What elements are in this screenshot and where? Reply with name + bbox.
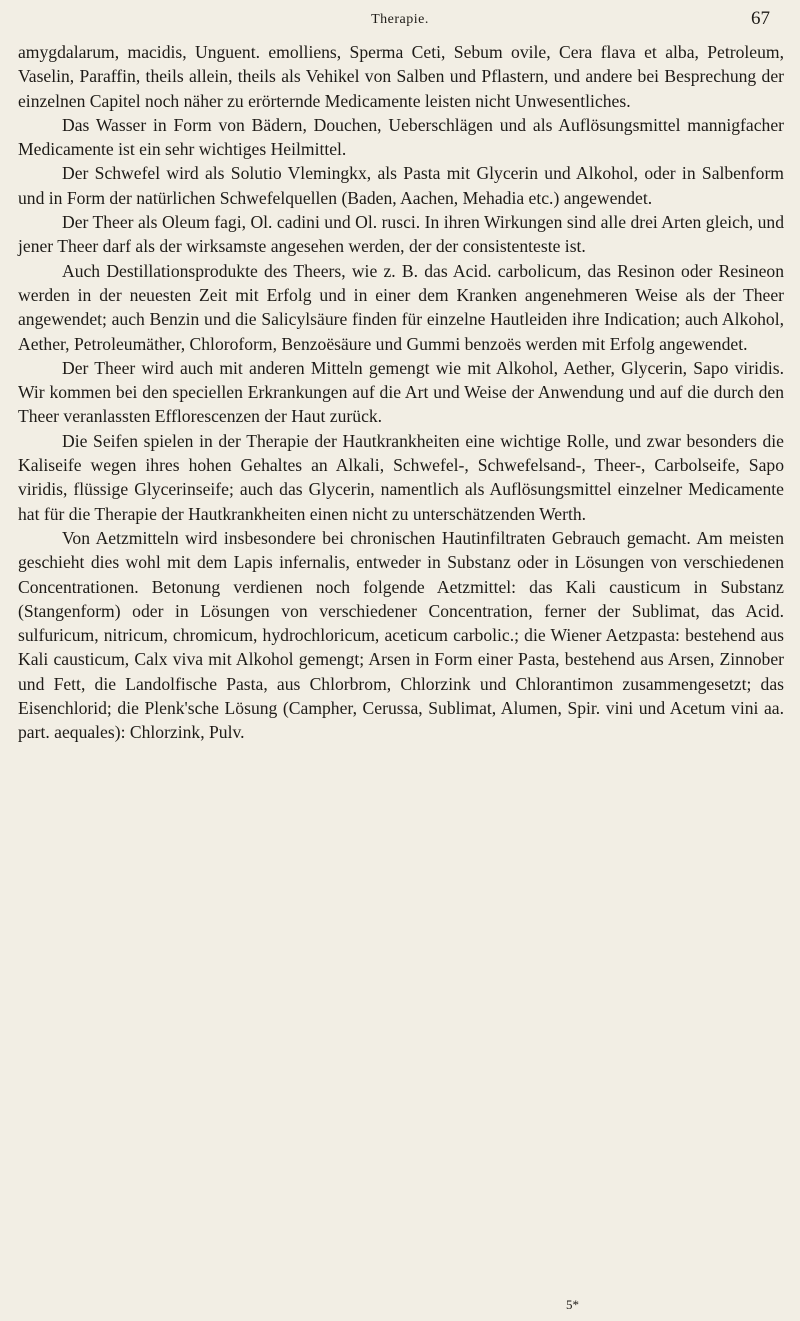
paragraph-destillationsprodukte: Auch Destillationsprodukte des Theers, wie z. B. das Acid. carbolicum, das Resinon oder Resineon werden in der neuesten Zeit mit Erfolg und in einer dem Kranken angenehmeren Weise als der Theer angewendet; auch Benzin und die Salicylsäure finden für einzelne Hautleiden ihre Indication; auch Alkohol, Aether, Petroleumäther, Chloroform, Benzoësäure und Gummi benzoës werden mit Erfolg angewendet.: [18, 260, 784, 354]
paragraph-schwefel: Der Schwefel wird als Solutio Vlemingkx, als Pasta mit Glycerin und Alkohol, oder in Salbenform und in Form der natürlichen Schwefelquellen (Baden, Aachen, Mehadia etc.) angewendet.: [18, 163, 784, 208]
paragraph-seifen: Die Seifen spielen in der Therapie der Hautkrankheiten eine wichtige Rolle, und zwar besonders die Kaliseife wegen ihres hohen Gehaltes an Alkali, Schwefel-, Schwefelsand-, Theer-, Carbolseife, Sapo viridis, flüssige Glycerinseife; auch das Glycerin, namentlich als Auflösungsmittel einzelner Medicamente hat für die Therapie der Hautkrankheiten einen nicht zu unterschätzenden Werth.: [18, 430, 784, 524]
page-number: 67: [751, 8, 770, 29]
running-head: [0, 8, 800, 32]
paragraph-continuation: amygdalarum, macidis, Unguent. emolliens, Sperma Ceti, Sebum ovile, Cera flava et alba, Petroleum, Vaselin, Paraffin, theils allein, theils als Vehikel von Salben und Pflastern, und andere bei Besprechung der einzelnen Capitel noch näher zu erörternde Medicamente leisten nicht Unwesentliches.: [18, 42, 784, 111]
paragraph-aetzmittel: Von Aetzmitteln wird insbesondere bei chronischen Hautinfiltraten Gebrauch gemacht. Am meisten geschieht dies wohl mit dem Lapis infernalis, entweder in Substanz oder in Lösungen von verschiedenen Concentrationen. Betonung verdienen noch folgende Aetzmittel: das Kali causticum in Substanz (Stangenform) oder in Lösungen von verschiedener Concentration, ferner der Sublimat, das Acid. sulfuricum, nitricum, chromicum, hydrochloricum, aceticum carbolic.; die Wiener Aetzpasta: bestehend aus Kali causticum, Calx viva mit Alkohol gemengt; Arsen in Form einer Pasta, bestehend aus Arsen, Zinnober und Fett, die Landolfische Pasta, aus Chlorbrom, Chlorzink und Chlorantimon zusammengesetzt; das Eisenchlorid; die Plenk'sche Lösung (Campher, Cerussa, Sublimat, Alumen, Spir. vini und Acetum vini aa. part. aequales): Chlorzink, Pulv.: [18, 527, 784, 743]
signature-mark: 5*: [566, 1297, 579, 1312]
paragraph-wasser: Das Wasser in Form von Bädern, Douchen, Ueberschlägen und als Auflösungsmittel mannigfacher Medicamente ist ein sehr wichtiges Heilmittel.: [18, 114, 784, 160]
running-title: Therapie.: [371, 12, 429, 27]
paragraph-theer: Der Theer als Oleum fagi, Ol. cadini und Ol. rusci. In ihren Wirkungen sind alle drei Arten gleich, und jener Theer darf als der wirksamste angesehen werden, der der consistenteste ist.: [18, 212, 784, 257]
body-text: [18, 40, 784, 745]
paragraph-theer-mischungen: Der Theer wird auch mit anderen Mitteln gemengt wie mit Alkohol, Aether, Glycerin, Sapo viridis. Wir kommen bei den speciellen Erkrankungen auf die Art und Weise der Anwendung und auf die durch den Theer veranlassten Efflorescenzen der Haut zurück.: [18, 357, 784, 427]
